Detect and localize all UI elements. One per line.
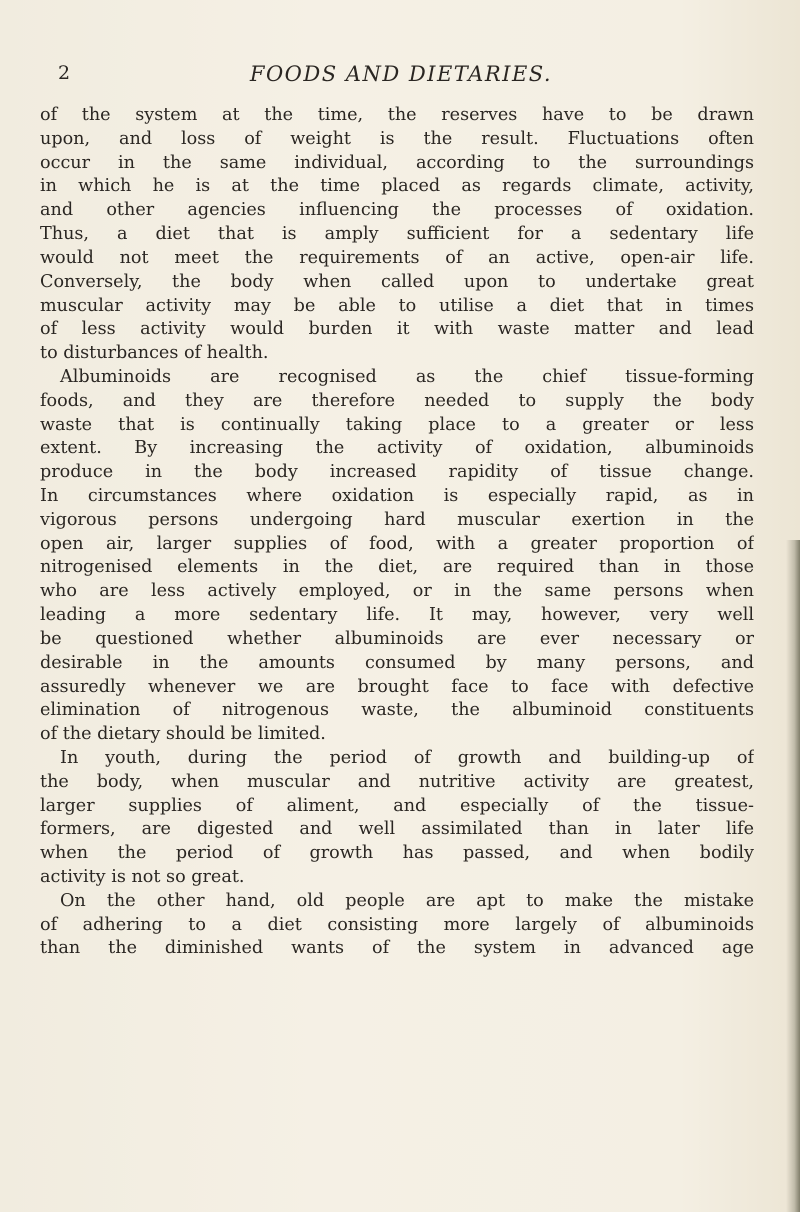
page-edge-shadow: [786, 540, 800, 1212]
text-line: desirable in the amounts consumed by many persons, and: [40, 652, 754, 673]
text-line: larger supplies of aliment, and especially of the tissue-: [40, 795, 754, 816]
text-line: On the other hand, old people are apt to make the mistake: [60, 890, 754, 911]
text-line: nitrogenised elements in the diet, are required than in those: [40, 557, 754, 578]
text-line: elimination of nitrogenous waste, the albuminoid constituents: [40, 700, 754, 721]
text-line: of less activity would burden it with waste matter and lead: [40, 319, 754, 340]
text-line: upon, and loss of weight is the result. Fluctuations often: [40, 128, 754, 149]
text-line: waste that is continually taking place to a greater or less: [40, 414, 754, 435]
text-line: and other agencies influencing the processes of oxidation.: [40, 200, 754, 221]
text-line: occur in the same individual, according to the surroundings: [40, 152, 754, 173]
text-line: open air, larger supplies of food, with a greater proportion of: [40, 533, 754, 554]
text-line: extent. By increasing the activity of oxidation, albuminoids: [40, 438, 754, 459]
text-line: who are less actively employed, or in the same persons when: [40, 581, 754, 602]
text-line: Albuminoids are recognised as the chief tissue-forming: [60, 366, 754, 387]
body-text: [40, 104, 754, 961]
text-line: leading a more sedentary life. It may, however, very well: [40, 605, 754, 626]
text-line: of the system at the time, the reserves have to be drawn: [40, 105, 754, 125]
text-line: In youth, during the period of growth and building-up of: [60, 747, 754, 768]
text-line: in which he is at the time placed as regards climate, activity,: [40, 176, 754, 197]
text-line: foods, and they are therefore needed to supply the body: [40, 390, 754, 411]
text-line: assuredly whenever we are brought face to face with defective: [40, 676, 754, 697]
text-line: formers, are digested and well assimilated than in later life: [40, 819, 754, 840]
text-line: produce in the body increased rapidity of tissue change.: [40, 462, 754, 483]
text-line: the body, when muscular and nutritive activity are greatest,: [40, 771, 754, 792]
text-line: activity is not so great.: [40, 867, 245, 887]
text-line: would not meet the requirements of an active, open-air life.: [40, 247, 754, 268]
running-head: FOODS AND DIETARIES.: [249, 62, 553, 86]
text-line: vigorous persons undergoing hard muscular exertion in the: [40, 509, 754, 530]
page-number: 2: [58, 62, 71, 84]
text-line: Conversely, the body when called upon to undertake great: [40, 271, 754, 292]
text-line: In circumstances where oxidation is especially rapid, as in: [40, 486, 754, 506]
text-line: be questioned whether albuminoids are ever necessary or: [40, 628, 754, 649]
text-line: muscular activity may be able to utilise a diet that in times: [40, 295, 754, 316]
page-header: [56, 62, 736, 92]
text-line: than the diminished wants of the system in advanced age: [40, 938, 754, 959]
text-line: of the dietary should be limited.: [40, 724, 326, 745]
text-line: when the period of growth has passed, and when bodily: [40, 843, 754, 864]
text-line: to disturbances of health.: [40, 343, 269, 364]
text-line: Thus, a diet that is amply sufficient for a sedentary life: [40, 224, 754, 245]
text-line: of adhering to a diet consisting more largely of albuminoids: [40, 914, 754, 935]
